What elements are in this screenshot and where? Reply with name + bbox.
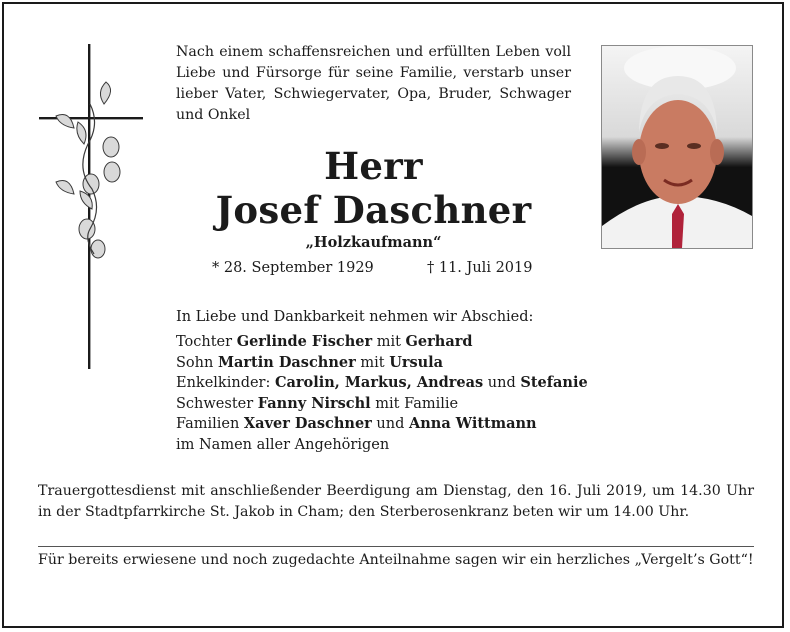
mourner-line: [176, 435, 588, 456]
mourner-line: [176, 373, 588, 394]
mourner-text: im Namen aller Angehörigen: [176, 436, 390, 453]
death-date: † 11. Juli 2019: [427, 260, 533, 276]
mourner-name: Ursula: [389, 353, 444, 371]
mourner-line: [176, 332, 588, 353]
cross-with-hops-icon: [34, 44, 144, 374]
mourner-name: Anna Wittmann: [409, 415, 537, 432]
mourners-list: [176, 332, 588, 455]
mourner-line: [176, 394, 588, 415]
mourner-name: Xaver Daschner: [243, 415, 372, 432]
funeral-service-text: Trauergottesdienst mit anschließender Beerdigung am Dienstag, den 16. Juli 2019, um 14.30 Uhr in der Stadtpfarrkirche St. Jakob in Cham; den Sterberosenkranz beten wir um 14.00 Uhr.: [38, 483, 754, 520]
thanks-text: Für bereits erwiesene und noch zugedachte Anteilnahme sagen wir ein herzliches „Vergelt’s Gott“!: [38, 552, 754, 568]
intro-text: Nach einem schaffensreichen und erfüllten Leben voll Liebe und Fürsorge für seine Familie, verstarb unser lieber Vater, Schwiegervater, Opa, Bruder, Schwager und Onkel: [176, 44, 571, 123]
deceased-name: Josef Daschner: [215, 188, 532, 232]
salutation: Herr: [324, 144, 423, 188]
mourner-name: Carolin, Markus, Andreas: [274, 374, 484, 391]
mourner-name: Gerlinde Fischer: [236, 333, 373, 350]
mourner-text: Enkelkinder:: [176, 375, 275, 391]
mourner-name: Stefanie: [520, 374, 588, 391]
obituary-notice: [2, 2, 784, 628]
mourner-text: Schwester: [176, 395, 258, 412]
mourner-text: mit: [355, 354, 390, 371]
mourner-line: [176, 353, 588, 374]
mourner-line: [176, 414, 588, 435]
mourner-text: mit Familie: [370, 395, 459, 412]
mourner-text: mit: [372, 334, 406, 350]
mourner-name: Fanny Nirschl: [257, 394, 371, 412]
portrait-photo: [601, 45, 753, 249]
mourner-text: Tochter: [176, 334, 237, 350]
mourner-text: und: [483, 375, 521, 391]
mourner-text: und: [371, 416, 410, 432]
birth-date: * 28. September 1929: [212, 260, 374, 276]
divider: [38, 546, 754, 547]
nickname: „Holzkaufmann“: [305, 234, 442, 251]
mourner-text: Familien: [176, 416, 244, 432]
mourner-text: Sohn: [176, 354, 218, 371]
mourner-name: Martin Daschner: [217, 353, 356, 371]
farewell-text: In Liebe und Dankbarkeit nehmen wir Abschied:: [176, 309, 534, 325]
mourner-name: Gerhard: [405, 333, 473, 350]
